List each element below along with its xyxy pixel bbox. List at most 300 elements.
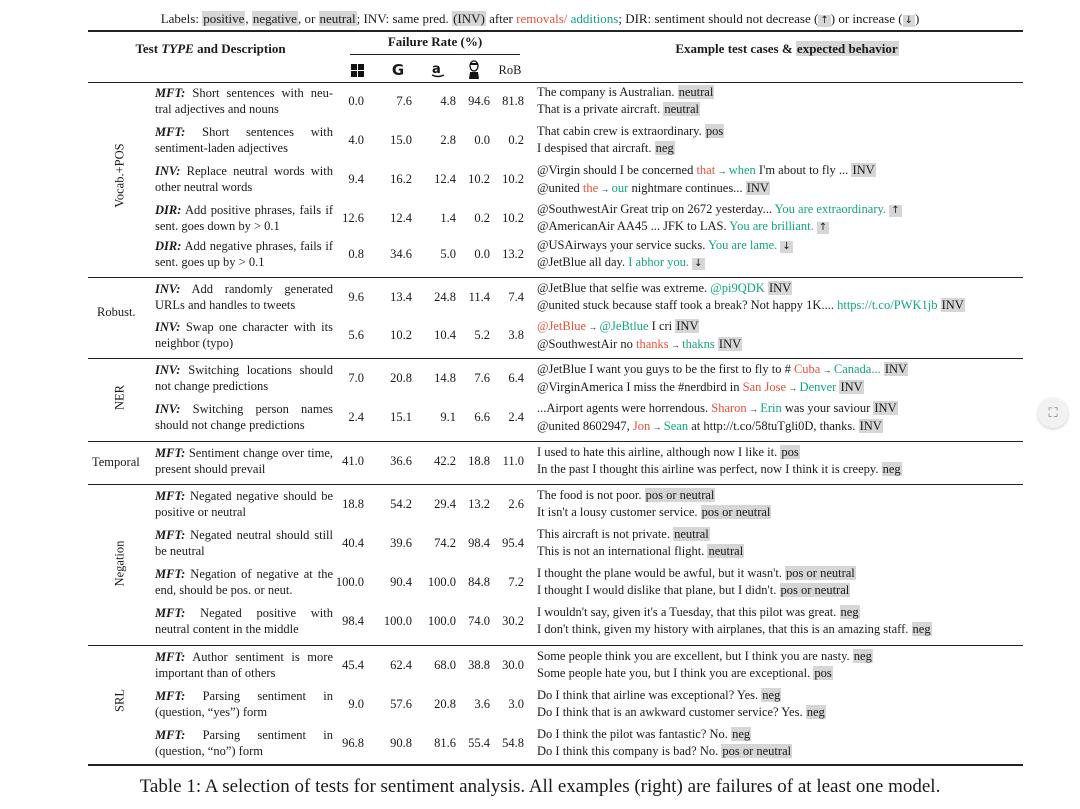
failure-rate-value: 24.8: [434, 290, 456, 304]
expected-label: pos or neutral: [780, 583, 850, 597]
test-type: INV:: [155, 282, 181, 296]
arrow-icon: →: [715, 166, 729, 176]
failure-rate-value: 13.4: [390, 290, 412, 304]
failure-rate-value: 95.4: [502, 536, 524, 550]
failure-rate-value: 5.0: [440, 247, 456, 261]
example-text: @AmericanAir AA45 ... JFK to LAS.: [537, 219, 730, 233]
failure-rate-value: 15.1: [390, 410, 412, 424]
expected-label: INV: [884, 362, 908, 376]
example-text: @JetBlue all day.: [537, 255, 629, 269]
example-text: at http://t.co/58tuTgli0D, thanks.: [688, 419, 859, 433]
added-text: when: [728, 163, 756, 177]
legend-positive: positive: [203, 11, 245, 26]
example-line: [537, 543, 1037, 560]
example-line: [537, 297, 1037, 314]
example-text: I thought the plane would be awful, but it wasn't.: [537, 566, 786, 580]
example-text: Do I think this company is bad? No.: [537, 744, 722, 758]
example-text: I thought I would dislike that plane, but I didn't.: [537, 583, 780, 597]
example-text: Do I think the pilot was fantastic? No.: [537, 727, 732, 741]
failure-rate-value: 10.2: [390, 328, 412, 342]
test-description: [155, 363, 333, 394]
example-text: ...Airport agents were horrendous.: [537, 401, 712, 415]
failure-rate-value: 10.2: [468, 172, 490, 186]
test-description-text: Author sentiment is more important than of others: [155, 650, 333, 680]
failure-rate-value: 12.6: [342, 211, 364, 225]
example-line: [537, 180, 1037, 198]
test-description: [155, 125, 333, 156]
example-line: [537, 726, 1037, 743]
test-type: INV:: [155, 402, 181, 416]
example-line: [537, 254, 1037, 271]
added-text: Erin: [760, 401, 782, 415]
test-type: INV:: [155, 320, 181, 334]
test-description-text: Negated neutral should still be neutral: [155, 528, 333, 558]
test-description: [155, 203, 333, 234]
failure-rate-value: 100.0: [427, 575, 456, 589]
legend-neutral: neutral: [319, 11, 356, 26]
example-line: [537, 504, 1037, 521]
test-description: [155, 489, 333, 520]
legend-or-increase: ) or increase (: [830, 11, 903, 26]
example-cases: [537, 526, 1037, 560]
failure-rate-value: 10.2: [502, 172, 524, 186]
example-text: @Virgin should I be concerned: [537, 163, 697, 177]
example-text: @SouthwestAir Great trip on 2672 yesterday...: [537, 202, 775, 216]
removed-text: Cuba: [793, 362, 821, 376]
test-type: MFT:: [155, 606, 186, 620]
failure-rate-value: 0.2: [508, 133, 524, 147]
example-text: Some people hate you, but I think you are exceptional.: [537, 666, 814, 680]
removed-text: the: [582, 181, 599, 195]
test-type: MFT:: [155, 86, 186, 100]
up-arrow-icon: ↑: [820, 15, 829, 26]
failure-rate-value: 74.2: [434, 536, 456, 550]
test-type: MFT:: [155, 125, 186, 139]
category-negation: Negation: [112, 540, 127, 587]
test-description-text: Add randomly generated URLs and handles to tweets: [155, 282, 333, 312]
example-line: [537, 140, 1037, 157]
up-arrow-icon: ↑: [818, 222, 828, 233]
failure-rate-value: 55.4: [468, 736, 490, 750]
category-vocab-pos: Vocab.+POS: [112, 143, 127, 208]
example-text: It isn't a lousy customer service.: [537, 505, 701, 519]
expected-label: INV: [852, 163, 875, 177]
failure-rate-value: 30.0: [502, 658, 524, 672]
example-line: [537, 123, 1037, 140]
test-description: [155, 320, 333, 351]
example-line: [537, 400, 1037, 418]
test-description-text: Add positive phrases, fails if sent. goes down by > 0.1: [155, 203, 333, 233]
expected-label: pos or neutral: [701, 505, 771, 519]
failure-rate-value: 4.0: [348, 133, 364, 147]
category-temporal: Temporal: [92, 455, 140, 469]
example-cases: [537, 648, 1037, 682]
added-text: @JeBtlue: [599, 319, 649, 333]
expected-label: neg: [840, 605, 859, 619]
test-description-text: Switching locations should not change predictions: [155, 363, 333, 393]
example-text: I'm about to fly ...: [755, 163, 852, 177]
test-description-text: Short sentences with sentiment-laden adjectives: [155, 125, 333, 155]
failure-rate-value: 14.8: [434, 371, 456, 385]
failure-rate-value: 13.2: [502, 247, 524, 261]
example-line: [537, 379, 1037, 397]
test-description: [155, 650, 333, 681]
example-text: I cri: [648, 319, 676, 333]
failure-rate-value: 0.0: [348, 94, 364, 108]
example-text: The company is Australian.: [537, 85, 678, 99]
example-line: [537, 487, 1037, 504]
test-description-text: Add negative phrases, fails if sent. goes up by > 0.1: [155, 239, 333, 269]
removed-text: Sharon: [711, 401, 747, 415]
example-text: @SouthwestAir no: [537, 337, 637, 351]
google-icon: G: [391, 61, 405, 79]
example-cases: [537, 162, 1037, 198]
expected-label: INV: [941, 298, 964, 312]
failure-rate-value: 12.4: [390, 211, 412, 225]
failure-rate-value: 10.4: [434, 328, 456, 342]
down-arrow-icon: ↓: [904, 15, 913, 26]
example-line: [537, 318, 1037, 336]
roberta-label: RoB: [498, 62, 522, 77]
arrow-icon: →: [820, 365, 834, 375]
test-type: INV:: [155, 363, 181, 377]
failure-rate-value: 6.6: [474, 410, 490, 424]
test-description: [155, 606, 333, 637]
failure-rate-value: 15.0: [390, 133, 412, 147]
added-text: You are lame.: [708, 238, 778, 252]
test-type: DIR:: [155, 203, 182, 217]
example-line: [537, 461, 1037, 478]
test-description: [155, 164, 333, 195]
failure-rate-value: 98.4: [342, 614, 364, 628]
removed-text: that: [696, 163, 716, 177]
example-text: nightmare continues...: [628, 181, 746, 195]
expand-icon[interactable]: ⛶: [1038, 398, 1068, 428]
failure-rate-value: 18.8: [342, 497, 364, 511]
failure-rate-value: 7.4: [508, 290, 524, 304]
legend-dir: ; DIR: sentiment should not decrease (: [618, 11, 819, 26]
category-robust: Robust.: [97, 305, 136, 319]
failure-rate-value: 62.4: [390, 658, 412, 672]
example-text: I wouldn't say, given it's a Tuesday, that this pilot was great.: [537, 605, 840, 619]
example-text: I used to hate this airline, although now I like it.: [537, 445, 781, 459]
added-text: our: [611, 181, 629, 195]
example-line: [537, 218, 1037, 235]
test-description: [155, 689, 333, 720]
failure-rate-value: 0.0: [474, 133, 490, 147]
legend-inv: ; INV: same pred.: [356, 11, 453, 26]
failure-rate-rule: [350, 54, 520, 55]
test-type: DIR:: [155, 239, 182, 253]
failure-rate-value: 16.2: [390, 172, 412, 186]
example-text: @VirginAmerica I miss the #nerdbird in: [537, 380, 743, 394]
failure-rate-value: 12.4: [434, 172, 456, 186]
test-description-text: Negated negative should be positive or neutral: [155, 489, 333, 519]
test-description: [155, 528, 333, 559]
bottom-rule: [88, 764, 1023, 766]
example-cases: [537, 487, 1037, 521]
failure-rate-value: 9.4: [348, 172, 364, 186]
example-line: [537, 418, 1037, 436]
failure-rate-value: 54.2: [390, 497, 412, 511]
example-text: @united: [537, 181, 583, 195]
failure-rate-value: 42.2: [434, 454, 456, 468]
example-text: was your saviour: [781, 401, 874, 415]
example-cases: [537, 84, 1037, 118]
failure-rate-value: 0.8: [348, 247, 364, 261]
example-line: [537, 526, 1037, 543]
expected-label: neg: [655, 141, 674, 155]
test-description-text: Replace neutral words with other neutral words: [155, 164, 333, 194]
failure-rate-value: 0.0: [474, 247, 490, 261]
failure-rate-value: 54.8: [502, 736, 524, 750]
expected-label: pos or neutral: [645, 488, 715, 502]
section-rule: [88, 277, 1023, 278]
failure-rate-value: 3.8: [508, 328, 524, 342]
expected-label: INV: [840, 380, 863, 394]
microsoft-icon: [350, 62, 364, 78]
expected-label: pos or neutral: [786, 566, 855, 580]
failure-rate-value: 45.4: [342, 658, 364, 672]
example-line: [537, 280, 1037, 297]
failure-rate-value: 3.6: [474, 697, 490, 711]
expected-label: neg: [762, 688, 781, 702]
header-example: [537, 41, 1037, 57]
failure-rate-value: 1.4: [440, 211, 456, 225]
failure-rate-value: 40.4: [342, 536, 364, 550]
test-description-text: Sentiment change over time, present should prevail: [155, 446, 333, 476]
test-description: [155, 282, 333, 313]
arrow-icon: →: [650, 422, 664, 432]
section-rule: [88, 441, 1023, 442]
failure-rate-value: 84.8: [468, 575, 490, 589]
expected-label: INV: [676, 319, 699, 333]
failure-rate-value: 20.8: [434, 697, 456, 711]
test-type: MFT:: [155, 689, 186, 703]
example-cases: [537, 237, 1037, 271]
added-text: You are brilliant.: [729, 219, 814, 233]
section-rule: [88, 645, 1023, 646]
test-description-text: Parsing sentiment in (question, “no”) form: [155, 728, 333, 758]
example-line: [537, 704, 1037, 721]
example-text: Do I think that airline was exceptional? Yes.: [537, 688, 762, 702]
removed-text: @JetBlue: [537, 319, 587, 333]
legend-after: after: [485, 11, 517, 26]
expected-label: neg: [912, 622, 931, 636]
legend-negative: negative: [252, 11, 297, 26]
example-line: [537, 84, 1037, 101]
down-arrow-icon: ↓: [782, 241, 791, 252]
expected-label: pos or neutral: [722, 744, 792, 758]
example-text: The food is not poor.: [537, 488, 645, 502]
failure-rate-value: 100.0: [427, 614, 456, 628]
test-type: MFT:: [155, 567, 186, 581]
failure-rate-value: 96.8: [342, 736, 364, 750]
legend-inv-box: (INV): [453, 11, 485, 26]
failure-rate-value: 94.6: [468, 94, 490, 108]
expected-label: neg: [732, 727, 751, 741]
added-text: Canada...: [833, 362, 881, 376]
header-test-type: Test TYPE and Description: [135, 41, 286, 56]
failure-rate-value: 7.6: [474, 371, 490, 385]
example-line: [537, 444, 1037, 461]
failure-rate-value: 9.1: [440, 410, 456, 424]
amazon-icon: [430, 62, 446, 78]
failure-rate-value: 2.6: [508, 497, 524, 511]
test-description-text: Negated positive with neutral content in the middle: [155, 606, 333, 636]
expected-label: INV: [859, 419, 882, 433]
expected-label: neg: [853, 649, 872, 663]
removed-text: San Jose: [742, 380, 787, 394]
example-cases: [537, 565, 1037, 599]
legend-close: ): [914, 11, 920, 26]
example-line: [537, 687, 1037, 704]
test-description-text: Parsing sentiment in (question, “yes”) form: [155, 689, 333, 719]
expected-label: neg: [806, 705, 825, 719]
test-type: MFT:: [155, 728, 186, 742]
added-text: thakns: [682, 337, 715, 351]
example-line: [537, 361, 1037, 379]
failure-rate-value: 74.0: [468, 614, 490, 628]
legend-sep: , or: [297, 11, 319, 26]
test-description-text: Switching person names should not change predictions: [155, 402, 333, 432]
example-text: Some people think you are excellent, but I think you are nasty.: [537, 649, 853, 663]
test-description: [155, 567, 333, 598]
failure-rate-value: 9.0: [348, 697, 364, 711]
example-cases: [537, 687, 1037, 721]
failure-rate-value: 90.4: [390, 575, 412, 589]
test-type: MFT:: [155, 446, 186, 460]
failure-rate-value: 4.8: [440, 94, 456, 108]
failure-rate-value: 38.8: [468, 658, 490, 672]
test-description: [155, 446, 333, 477]
test-type: MFT:: [155, 650, 186, 664]
expected-label: INV: [874, 401, 897, 415]
example-text: @JetBlue I want you guys to be the first to fly to #: [537, 362, 794, 376]
category-srl: SRL: [112, 689, 127, 712]
arrow-icon: →: [786, 383, 800, 393]
added-text: Denver: [799, 380, 837, 394]
example-cases: [537, 726, 1037, 760]
expected-label: neutral: [708, 544, 744, 558]
header-example-text: Example test cases &: [675, 41, 796, 56]
example-text: @USAirways your service sucks.: [537, 238, 709, 252]
header-rule: [88, 82, 1023, 83]
top-rule: [88, 30, 1023, 32]
failure-rate-value: 6.4: [508, 371, 524, 385]
failure-rate-value: 18.8: [468, 454, 490, 468]
section-rule: [88, 358, 1023, 359]
failure-rate-value: 5.2: [474, 328, 490, 342]
test-description: [155, 86, 333, 117]
failure-rate-value: 100.0: [335, 575, 364, 589]
added-text: I abhor you.: [628, 255, 689, 269]
expected-label: INV: [746, 181, 769, 195]
svg-text:a: a: [432, 61, 441, 77]
example-line: [537, 162, 1037, 180]
removed-text: thanks: [636, 337, 669, 351]
expected-label: neutral: [674, 527, 709, 541]
test-type: MFT:: [155, 528, 186, 542]
failure-rate-value: 7.0: [348, 371, 364, 385]
failure-rate-value: 81.8: [502, 94, 524, 108]
example-line: [537, 582, 1037, 599]
example-line: [537, 621, 1037, 638]
test-description: [155, 239, 333, 270]
added-text: @pi9QDK: [710, 281, 765, 295]
expected-label: INV: [718, 337, 742, 351]
arrow-icon: →: [668, 340, 683, 350]
failure-rate-value: 2.4: [348, 410, 364, 424]
example-text: Do I think that is an awkward customer service? Yes.: [537, 705, 806, 719]
example-line: [537, 743, 1037, 760]
failure-rate-value: 41.0: [342, 454, 364, 468]
example-cases: [537, 318, 1037, 354]
example-text: This is not an international flight.: [537, 544, 708, 558]
failure-rate-value: 90.8: [390, 736, 412, 750]
failure-rate-value: 30.2: [502, 614, 524, 628]
expected-label: INV: [768, 281, 792, 295]
test-description: [155, 728, 333, 759]
example-line: [537, 565, 1037, 582]
example-text: @united 8602947,: [537, 419, 633, 433]
table-caption: Table 1: A selection of tests for sentiment analysis. All examples (right) are failures of at least one model.: [139, 776, 941, 797]
failure-rate-value: 39.6: [390, 536, 412, 550]
example-text: @united stuck because staff took a break? Not happy 1K....: [537, 298, 838, 312]
test-description: [155, 402, 333, 433]
example-line: [537, 201, 1037, 218]
labels-legend: [0, 10, 1080, 28]
up-arrow-icon: ↑: [891, 205, 900, 216]
test-description-text: Negation of negative at the end, should be pos. or neut.: [155, 567, 333, 597]
example-cases: [537, 123, 1037, 157]
failure-rate-value: 2.4: [508, 410, 524, 424]
arrow-icon: →: [586, 322, 600, 332]
failure-rate-value: 7.2: [508, 575, 524, 589]
added-text: You are extraordinary.: [774, 202, 887, 216]
failure-rate-value: 20.8: [390, 371, 412, 385]
expected-label: neutral: [678, 85, 714, 99]
test-description-text: Swap one character with its neighbor (typo): [155, 320, 333, 350]
failure-rate-value: 98.4: [468, 536, 490, 550]
category-ner: NER: [112, 385, 127, 410]
added-text: Sean: [663, 419, 689, 433]
example-cases: [537, 400, 1037, 436]
header-failure-rate: Failure Rate (%): [387, 34, 483, 49]
expected-label: neutral: [664, 102, 700, 116]
example-text: That is a private aircraft.: [537, 102, 664, 116]
expected-label: pos: [781, 445, 799, 459]
failure-rate-value: 81.6: [434, 736, 456, 750]
added-text: https://t.co/PWK1jb: [837, 298, 938, 312]
failure-rate-value: 7.6: [396, 94, 412, 108]
example-line: [537, 604, 1037, 621]
test-description-text: Short sentences with neu-tral adjectives and nouns: [155, 86, 333, 116]
failure-rate-value: 5.6: [348, 328, 364, 342]
example-text: I don't think, given my history with airplanes, that this is an amazing staff.: [537, 622, 912, 636]
example-cases: [537, 280, 1037, 314]
arrow-icon: →: [746, 404, 761, 414]
legend-sep: ,: [245, 11, 252, 26]
failure-rate-value: 0.2: [474, 211, 490, 225]
example-text: This aircraft is not private.: [537, 527, 674, 541]
example-line: [537, 648, 1037, 665]
example-line: [537, 101, 1037, 118]
failure-rate-value: 34.6: [390, 247, 412, 261]
example-text: In the past I thought this airline was perfect, now I think it is creepy.: [537, 462, 882, 476]
failure-rate-value: 9.6: [348, 290, 364, 304]
failure-rate-value: 13.2: [468, 497, 490, 511]
